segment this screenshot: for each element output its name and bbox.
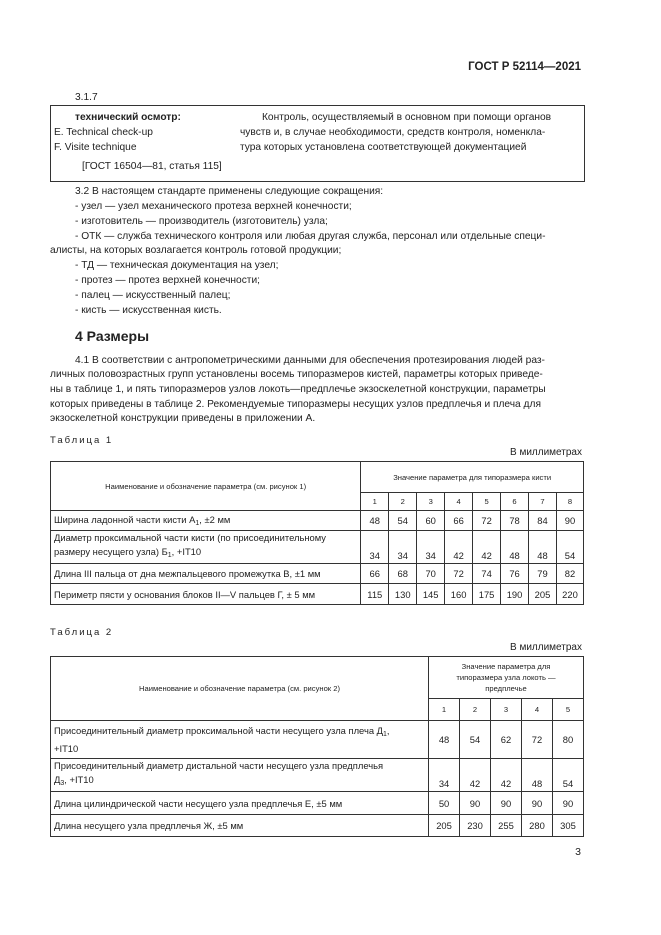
table-cell: 160 [445, 584, 473, 605]
row-name-subscript: 1 [383, 730, 387, 738]
term-number: 3.1.7 [75, 92, 98, 103]
table-cell: 90 [460, 792, 491, 815]
table-row [51, 531, 584, 564]
table-cell: 72 [445, 564, 473, 584]
table-cell: 48 [522, 759, 553, 792]
table2-size: 5 [552, 699, 583, 721]
table2-size: 2 [460, 699, 491, 721]
table2-header-value [429, 657, 584, 699]
table1-row-name [51, 531, 361, 564]
table-cell: 68 [389, 564, 417, 584]
table-cell: 48 [361, 511, 389, 531]
table-cell: 130 [389, 584, 417, 605]
table-cell: 66 [361, 564, 389, 584]
table-cell: 74 [473, 564, 501, 584]
table-cell: 60 [417, 511, 445, 531]
table-cell: 54 [460, 721, 491, 759]
row-name-text: Диаметр проксимальной части кисти (по присоединительному [54, 532, 326, 543]
table-cell: 78 [501, 511, 529, 531]
table-cell: 255 [491, 815, 522, 837]
table-cell: 76 [501, 564, 529, 584]
table-cell: 34 [429, 759, 460, 792]
document-code: ГОСТ Р 52114—2021 [468, 61, 581, 73]
row-name-tail: , ±2 мм [199, 514, 231, 525]
table-cell: 48 [429, 721, 460, 759]
table2-size: 1 [429, 699, 460, 721]
abbrev-line: алисты, на которых возлагается контроль готовой продукции; [50, 245, 342, 256]
table-cell: 34 [417, 531, 445, 564]
table1-header-name: Наименование и обозначение параметра (см. рисунок 1) [51, 462, 361, 511]
table-cell: 82 [556, 564, 583, 584]
row-name-text: Ширина ладонной части кисти А [54, 514, 196, 525]
table-cell: 79 [529, 564, 557, 584]
abbrev-line: - ТД — техническая документация на узел; [75, 260, 279, 271]
table-cell: 205 [429, 815, 460, 837]
table-cell: 42 [491, 759, 522, 792]
table-row [51, 511, 584, 531]
table-cell: 62 [491, 721, 522, 759]
header-value-line: предплечье [485, 684, 527, 693]
term-name-ru: технический осмотр: [75, 112, 181, 123]
table-row [51, 564, 584, 584]
abbrev-line: - протез — протез верхней конечности; [75, 275, 260, 286]
table2-size: 4 [522, 699, 553, 721]
table-row [51, 759, 584, 792]
table-cell: 54 [556, 531, 583, 564]
header-value-line: Значение параметра для [461, 662, 551, 671]
table-cell: 175 [473, 584, 501, 605]
table2-row-name: Длина несущего узла предплечья Ж, ±5 мм [51, 815, 429, 837]
term-definition-line: чувств и, в случае необходимости, средств контроля, номенкла- [240, 127, 546, 138]
abbrev-intro: 3.2 В настоящем стандарте применены следующие сокращения: [75, 186, 384, 197]
page-number: 3 [575, 846, 581, 858]
table1-row-name: Длина III пальца от дна межпальцевого промежутка В, ±1 мм [51, 564, 361, 584]
table1-size: 2 [389, 493, 417, 511]
table1-caption: Таблица 1 [50, 435, 114, 446]
section-paragraph-line: ны в таблице 1, и пять типоразмеров узлов локоть—предплечье экзоскелетной конструкции, параметры [50, 384, 546, 395]
table-cell: 66 [445, 511, 473, 531]
table-cell: 190 [501, 584, 529, 605]
table1-size: 1 [361, 493, 389, 511]
section-paragraph-line: экзоскелетной конструкции приведены в приложении А. [50, 413, 316, 424]
table2-row-name [51, 759, 429, 792]
table-cell: 205 [529, 584, 557, 605]
term-definition-line: Контроль, осуществляемый в основном при помощи органов [262, 112, 552, 123]
row-name-tail: , +IT10 [64, 774, 94, 785]
table-cell: 72 [473, 511, 501, 531]
abbrev-line: - узел — узел механического протеза верхней конечности; [75, 201, 352, 212]
table-cell: 42 [473, 531, 501, 564]
row-name-text: Присоединительный диаметр дистальной части несущего узла предплечья [54, 760, 384, 771]
table-cell: 54 [552, 759, 583, 792]
table1-size: 4 [445, 493, 473, 511]
term-source: [ГОСТ 16504—81, статья 115] [82, 161, 222, 172]
table-cell: 42 [460, 759, 491, 792]
table1-size: 8 [556, 493, 583, 511]
table2-row-name: Длина цилиндрической части несущего узла предплечья Е, ±5 мм [51, 792, 429, 815]
row-name-text: Д [54, 774, 61, 785]
table2 [50, 656, 584, 837]
table-row [51, 584, 584, 605]
table2-size: 3 [491, 699, 522, 721]
header-value-line: типоразмера узла локоть — [456, 673, 556, 682]
table1-size: 3 [417, 493, 445, 511]
table2-units: В миллиметрах [510, 642, 582, 653]
table-cell: 220 [556, 584, 583, 605]
table-cell: 48 [501, 531, 529, 564]
table-cell: 50 [429, 792, 460, 815]
table-cell: 90 [552, 792, 583, 815]
section-paragraph-line: личных половозрастных групп установлены восемь типоразмеров кистей, параметры которых приведе- [50, 369, 543, 380]
abbrev-line: - кисть — искусственная кисть. [75, 305, 222, 316]
abbrev-line: - палец — искусственный палец; [75, 290, 231, 301]
table-cell: 145 [417, 584, 445, 605]
table1-header-value: Значение параметра для типоразмера кисти [361, 462, 584, 493]
table-cell: 70 [417, 564, 445, 584]
table-row [51, 815, 584, 837]
table1-row-name: Периметр пясти у основания блоков II—V пальцев Г, ± 5 мм [51, 584, 361, 605]
table-cell: 54 [389, 511, 417, 531]
row-name-text: размеру несущего узла) Б [54, 546, 168, 557]
table1-size: 5 [473, 493, 501, 511]
row-name-subscript: 3 [60, 780, 65, 787]
table-cell: 90 [522, 792, 553, 815]
table-cell: 90 [556, 511, 583, 531]
table-cell: 115 [361, 584, 389, 605]
abbrev-line: - ОТК — служба технического контроля или любая другая служба, персонал или отдельные специ- [75, 231, 546, 242]
table1-units: В миллиметрах [510, 447, 582, 458]
row-name-subscript: 1 [167, 552, 172, 559]
table-cell: 34 [389, 531, 417, 564]
section-paragraph-line: 4.1 В соответствии с антропометрическими данными для обеспечения протезирования людей раз- [75, 355, 545, 366]
row-name-tail: , [386, 724, 390, 736]
table2-header-name: Наименование и обозначение параметра (см. рисунок 2) [51, 657, 429, 721]
table-cell: 42 [445, 531, 473, 564]
table-cell: 90 [491, 792, 522, 815]
term-name-en: E. Technical check-up [54, 127, 153, 138]
abbrev-line: - изготовитель — производитель (изготовитель) узла; [75, 216, 328, 227]
term-definition-line: тура которых установлена соответствующей документацией [240, 142, 527, 153]
table1-size: 7 [529, 493, 557, 511]
table-cell: 230 [460, 815, 491, 837]
term-name-fr: F. Visite technique [54, 142, 137, 153]
table1 [50, 461, 584, 605]
row-name-text: +IT10 [54, 742, 79, 754]
table-cell: 72 [522, 721, 553, 759]
table-row [51, 721, 584, 759]
row-name-tail: , +IT10 [171, 546, 202, 557]
table-row [51, 792, 584, 815]
row-name-text: Присоединительный диаметр проксимальной части несущего узла плеча Д [54, 724, 384, 736]
table2-caption: Таблица 2 [50, 627, 114, 638]
section-title: 4 Размеры [75, 328, 150, 344]
table-cell: 80 [552, 721, 583, 759]
table-cell: 48 [529, 531, 557, 564]
table-cell: 280 [522, 815, 553, 837]
row-name-subscript: 1 [195, 520, 200, 527]
table2-row-name [51, 721, 429, 759]
table-cell: 34 [361, 531, 389, 564]
section-paragraph-line: которых приведены в таблице 2. Рекомендуемые типоразмеры несущих узлов предплечья и плеча для [50, 399, 541, 410]
table-cell: 84 [529, 511, 557, 531]
table1-size: 6 [501, 493, 529, 511]
table1-row-name [51, 511, 361, 531]
table-cell: 305 [552, 815, 583, 837]
